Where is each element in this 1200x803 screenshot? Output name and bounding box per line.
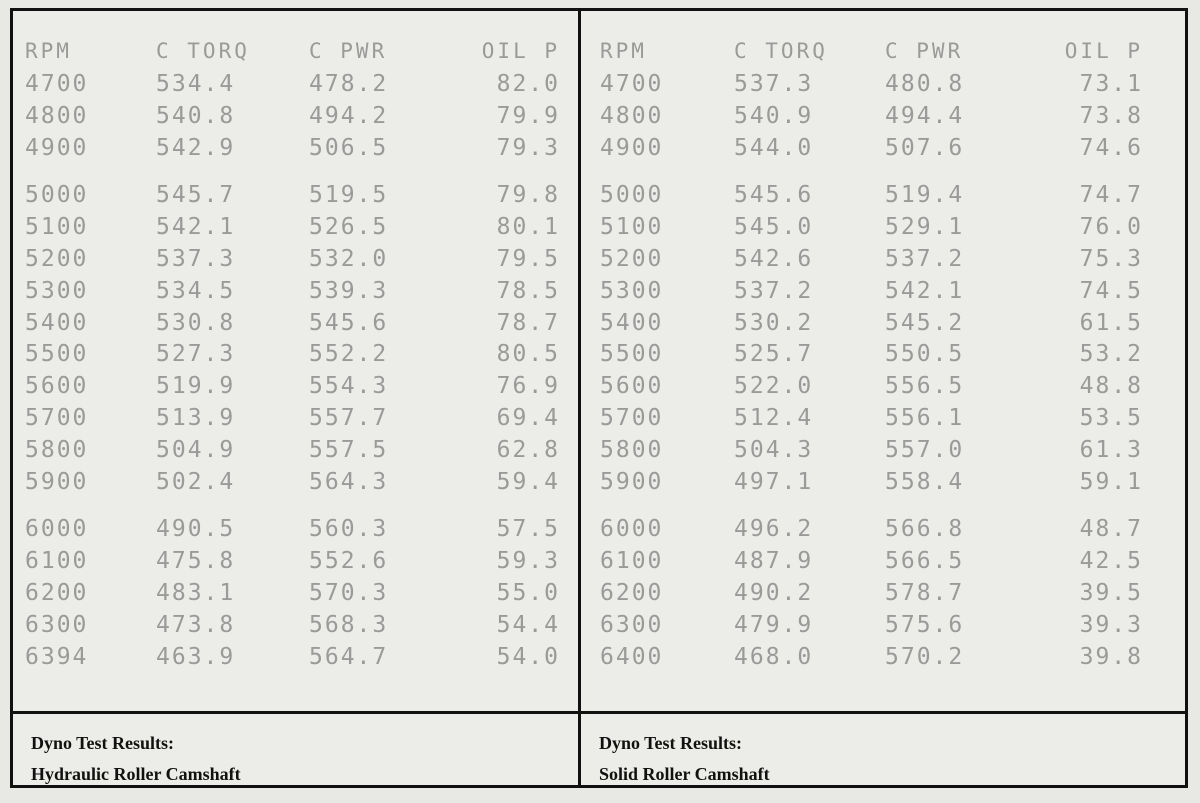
power-cell: 570.2 [885,643,965,670]
oil-pressure-cell: 53.5 [1079,405,1143,431]
table-row [581,341,1185,371]
power-cell: 478.2 [309,71,389,97]
rpm-cell: 5200 [25,246,89,272]
rpm-cell: 5700 [25,405,89,431]
torque-cell: 525.7 [734,341,814,368]
table-row [13,437,578,467]
torque-cell: 497.1 [734,468,814,495]
table-row [581,246,1185,276]
torque-cell: 468.0 [734,643,814,670]
oil-pressure-cell: 39.3 [1079,611,1143,638]
power-cell: 557.0 [885,436,965,463]
solid-results-table [581,11,1185,711]
torque-cell: 527.3 [156,341,236,368]
power-cell: 480.8 [885,71,965,97]
table-row [581,103,1185,133]
header-rpm: RPM [600,39,647,63]
rpm-cell: 5900 [600,468,664,495]
rpm-cell: 5500 [25,341,89,368]
torque-cell: 542.6 [734,246,814,272]
header-oil-pressure: OIL P [1064,39,1143,63]
solid-caption [581,711,1185,785]
oil-pressure-cell: 39.8 [1079,643,1143,670]
rpm-cell: 5600 [600,373,664,400]
torque-cell: 522.0 [734,373,814,400]
table-row [581,580,1185,610]
rpm-cell: 6300 [600,611,664,638]
torque-cell: 544.0 [734,134,814,161]
table-row [581,644,1185,674]
oil-pressure-cell: 76.0 [1079,214,1143,241]
torque-cell: 487.9 [734,548,814,575]
table-row [581,135,1185,165]
rpm-cell: 5700 [600,405,664,431]
hydraulic-results-table [13,11,581,711]
power-cell: 550.5 [885,341,965,368]
rpm-cell: 6000 [25,516,89,543]
power-cell: 558.4 [885,468,965,495]
oil-pressure-cell: 48.7 [1079,516,1143,543]
rpm-cell: 4900 [25,134,89,161]
oil-pressure-cell: 55.0 [496,580,560,606]
oil-pressure-cell: 74.7 [1079,182,1143,209]
torque-cell: 537.3 [156,246,236,272]
rpm-cell: 5400 [25,309,89,336]
oil-pressure-cell: 69.4 [496,405,560,431]
oil-pressure-cell: 42.5 [1079,548,1143,575]
power-cell: 494.4 [885,102,965,129]
power-cell: 537.2 [885,246,965,272]
table-row [581,469,1185,499]
oil-pressure-cell: 79.9 [496,102,560,129]
torque-cell: 473.8 [156,611,236,638]
rpm-cell: 4800 [600,102,664,129]
power-cell: 494.2 [309,102,389,129]
torque-cell: 490.5 [156,516,236,543]
oil-pressure-cell: 80.5 [496,341,560,368]
power-cell: 506.5 [309,134,389,161]
oil-pressure-cell: 59.4 [496,468,560,495]
oil-pressure-cell: 76.9 [496,373,560,400]
oil-pressure-cell: 61.3 [1079,436,1143,463]
power-cell: 545.2 [885,309,965,336]
table-row [13,71,578,101]
power-cell: 560.3 [309,516,389,543]
table-row [581,612,1185,642]
torque-cell: 530.2 [734,309,814,336]
table-row [13,516,578,546]
header-power: C PWR [885,39,964,63]
rpm-cell: 4700 [600,71,664,97]
torque-cell: 504.9 [156,436,236,463]
oil-pressure-cell: 59.3 [496,548,560,575]
table-row [13,580,578,610]
power-cell: 570.3 [309,580,389,606]
torque-cell: 496.2 [734,516,814,543]
table-row [13,214,578,244]
table-header [13,39,578,69]
torque-cell: 483.1 [156,580,236,606]
caption-title: Dyno Test Results: [31,733,175,753]
table-row [13,246,578,276]
header-power: C PWR [309,39,388,63]
rpm-cell: 5100 [600,214,664,241]
oil-pressure-cell: 79.3 [496,134,560,161]
power-cell: 556.1 [885,405,965,431]
power-cell: 539.3 [309,277,389,304]
power-cell: 566.5 [885,548,965,575]
table-row [13,182,578,212]
torque-cell: 537.3 [734,71,814,97]
oil-pressure-cell: 59.1 [1079,468,1143,495]
header-oil-pressure: OIL P [481,39,560,63]
rpm-cell: 6100 [25,548,89,575]
oil-pressure-cell: 82.0 [496,71,560,97]
torque-cell: 534.5 [156,277,236,304]
rpm-cell: 5000 [600,182,664,209]
torque-cell: 475.8 [156,548,236,575]
oil-pressure-cell: 79.5 [496,246,560,272]
caption-title: Dyno Test Results: [599,733,743,753]
rpm-cell: 6200 [25,580,89,606]
torque-cell: 502.4 [156,468,236,495]
rpm-cell: 5300 [600,277,664,304]
torque-cell: 490.2 [734,580,814,606]
power-cell: 526.5 [309,214,389,241]
power-cell: 575.6 [885,611,965,638]
header-rpm: RPM [25,39,72,63]
oil-pressure-cell: 80.1 [496,214,560,241]
torque-cell: 545.0 [734,214,814,241]
power-cell: 564.7 [309,643,389,670]
table-row [581,182,1185,212]
table-row [581,214,1185,244]
table-row [581,405,1185,435]
oil-pressure-cell: 79.8 [496,182,560,209]
oil-pressure-cell: 78.5 [496,277,560,304]
power-cell: 519.4 [885,182,965,209]
power-cell: 578.7 [885,580,965,606]
power-cell: 507.6 [885,134,965,161]
rpm-cell: 6400 [600,643,664,670]
torque-cell: 463.9 [156,643,236,670]
table-row [13,469,578,499]
table-row [13,278,578,308]
power-cell: 568.3 [309,611,389,638]
rpm-cell: 5400 [600,309,664,336]
hydraulic-caption [13,711,581,785]
power-cell: 566.8 [885,516,965,543]
rpm-cell: 6200 [600,580,664,606]
oil-pressure-cell: 54.4 [496,611,560,638]
table-row [581,548,1185,578]
table-row [13,644,578,674]
oil-pressure-cell: 62.8 [496,436,560,463]
table-row [581,373,1185,403]
power-cell: 532.0 [309,246,389,272]
power-cell: 529.1 [885,214,965,241]
torque-cell: 540.9 [734,102,814,129]
torque-cell: 537.2 [734,277,814,304]
rpm-cell: 5600 [25,373,89,400]
oil-pressure-cell: 57.5 [496,516,560,543]
rpm-cell: 6000 [600,516,664,543]
rpm-cell: 5900 [25,468,89,495]
power-cell: 545.6 [309,309,389,336]
power-cell: 557.7 [309,405,389,431]
table-header [581,39,1185,69]
torque-cell: 542.1 [156,214,236,241]
table-row [581,278,1185,308]
dyno-results-frame [10,8,1188,788]
power-cell: 556.5 [885,373,965,400]
rpm-cell: 5000 [25,182,89,209]
rpm-cell: 6394 [25,643,89,670]
torque-cell: 504.3 [734,436,814,463]
oil-pressure-cell: 61.5 [1079,309,1143,336]
oil-pressure-cell: 74.6 [1079,134,1143,161]
power-cell: 519.5 [309,182,389,209]
torque-cell: 542.9 [156,134,236,161]
power-cell: 564.3 [309,468,389,495]
torque-cell: 534.4 [156,71,236,97]
oil-pressure-cell: 73.1 [1079,71,1143,97]
torque-cell: 519.9 [156,373,236,400]
power-cell: 554.3 [309,373,389,400]
power-cell: 552.2 [309,341,389,368]
oil-pressure-cell: 73.8 [1079,102,1143,129]
table-row [13,373,578,403]
rpm-cell: 4900 [600,134,664,161]
oil-pressure-cell: 39.5 [1079,580,1143,606]
rpm-cell: 5800 [600,436,664,463]
table-row [13,548,578,578]
table-row [13,405,578,435]
oil-pressure-cell: 74.5 [1079,277,1143,304]
table-row [13,310,578,340]
rpm-cell: 5800 [25,436,89,463]
rpm-cell: 5500 [600,341,664,368]
table-row [581,516,1185,546]
oil-pressure-cell: 75.3 [1079,246,1143,272]
oil-pressure-cell: 48.8 [1079,373,1143,400]
caption-subtitle: Hydraulic Roller Camshaft [31,764,241,784]
oil-pressure-cell: 54.0 [496,643,560,670]
caption-subtitle: Solid Roller Camshaft [599,764,770,784]
table-row [13,135,578,165]
rpm-cell: 6100 [600,548,664,575]
torque-cell: 512.4 [734,405,814,431]
header-torque: C TORQ [156,39,250,63]
table-row [581,310,1185,340]
table-row [581,437,1185,467]
rpm-cell: 6300 [25,611,89,638]
rpm-cell: 4700 [25,71,89,97]
rpm-cell: 5300 [25,277,89,304]
power-cell: 557.5 [309,436,389,463]
rpm-cell: 5200 [600,246,664,272]
table-row [581,71,1185,101]
torque-cell: 545.7 [156,182,236,209]
table-row [13,341,578,371]
table-row [13,612,578,642]
oil-pressure-cell: 78.7 [496,309,560,336]
torque-cell: 513.9 [156,405,236,431]
oil-pressure-cell: 53.2 [1079,341,1143,368]
power-cell: 542.1 [885,277,965,304]
torque-cell: 530.8 [156,309,236,336]
table-row [13,103,578,133]
power-cell: 552.6 [309,548,389,575]
rpm-cell: 4800 [25,102,89,129]
header-torque: C TORQ [734,39,828,63]
rpm-cell: 5100 [25,214,89,241]
torque-cell: 540.8 [156,102,236,129]
torque-cell: 545.6 [734,182,814,209]
torque-cell: 479.9 [734,611,814,638]
